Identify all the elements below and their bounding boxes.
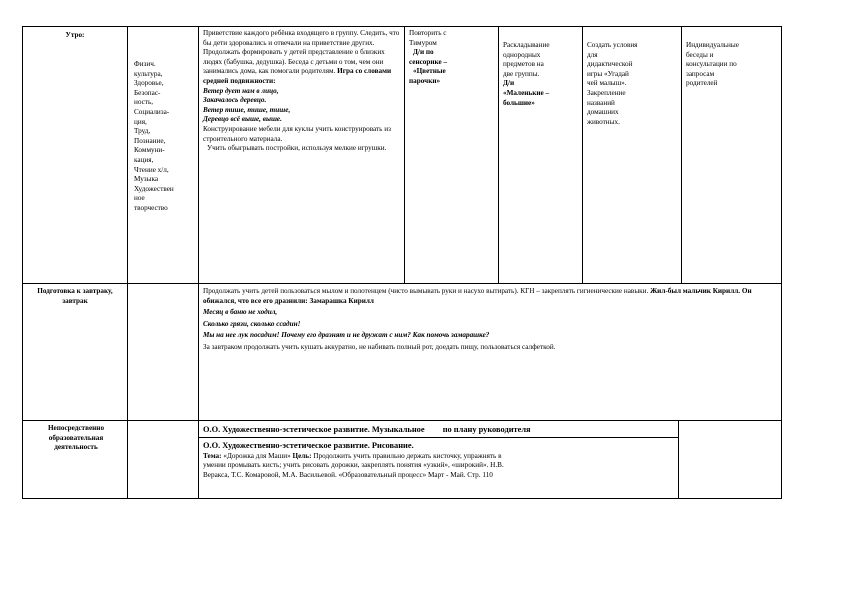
educational-areas-list: Физич. культура, Здоровье, Безопас- ность, Социализа- ция, Труд, Познание, Коммуни- кация, Чтение х/л, Музыка Художествен ное творчество bbox=[134, 60, 174, 212]
morning-individual-work: Повторить с Тимуром Д/и по сенсорике – «Цветные парочки» bbox=[409, 29, 448, 85]
morning-group-activities bbox=[203, 29, 401, 154]
activity-divider-top bbox=[198, 437, 678, 438]
breakfast-eating: За завтраком продолжать учить кушать аккуратно, не набивать полный рот, доедать пищу, пользоваться салфеткой. bbox=[203, 342, 556, 351]
drawing-title: О.О. Художественно-эстетическое развитие. Рисование. bbox=[203, 441, 414, 450]
col-divider-1 bbox=[127, 26, 128, 499]
breakfast-question: Мы на нее лук посадим! Почему его дразнят и не дружат с ним? Как помочь замарашке? bbox=[203, 331, 490, 340]
drawing-goals: умении промывать кисть; учить рисовать дорожки, закреплять понятия «узкий», «широкий». Н.В. bbox=[203, 461, 504, 470]
drawing-topic: Тема: «Дорожка для Маши» Цель: Продолжить учить правильно держать кисточку, упражнять в bbox=[203, 451, 502, 460]
breakfast-hygiene: Продолжать учить детей пользоваться мылом и полотенцем (чисто вымывать руки и насухо вытирать). КГН – закреплять гигиенические навыки. Жил-был мальчик Кирилл. Он обижался, что все его дразнили: Замарашка Кирилл bbox=[203, 287, 752, 305]
breakfast-poem-line: Месяц в баню не ходил, bbox=[203, 308, 278, 317]
breakfast-content bbox=[203, 287, 778, 353]
morning-independent-activity: Раскладывание однородных предметов на две группы. Д/и «Маленькие – большие» bbox=[503, 41, 550, 107]
play-paragraph: Учить обыгрывать постройки, используя мелкие игрушки. bbox=[207, 144, 387, 153]
row-divider-morning bbox=[22, 283, 782, 284]
morning-parents-work: Индивидуальные беседы и консультации по запросам родителей bbox=[686, 41, 739, 88]
family-paragraph: Продолжать формировать у детей представление о близких людях (бабушка, дедушка). Беседа с детьми о том, чем они занимались дома, как помогали родителям. Игра со словами средней подвижности: bbox=[203, 48, 392, 85]
poem-line: Закачалось деревцо. bbox=[203, 96, 267, 105]
drawing-activity bbox=[203, 441, 678, 480]
row-label-direct-activity: Непосредственно образовательная деятельность bbox=[47, 424, 105, 452]
col-divider-6 bbox=[681, 26, 682, 283]
greeting-paragraph: Приветствие каждого ребёнка входящего в группу. Следить, что бы дети здоровались и отвечали на приветствие других. bbox=[203, 29, 400, 47]
activity-divider-right bbox=[678, 420, 679, 499]
col-divider-2 bbox=[198, 26, 199, 499]
row-label-morning: Утро: bbox=[65, 31, 85, 39]
row-divider-breakfast bbox=[22, 420, 782, 421]
construction-paragraph: Конструирование мебели для куклы учить конструировать из строительного материала. bbox=[203, 124, 391, 143]
drawing-source: Веракса, Т.С. Комаровой, М.А. Васильевой. «Образовательный процесс» Март - Май. Стр. 110 bbox=[203, 470, 493, 479]
poem-line: Ветер дует нам в лицо, bbox=[203, 86, 279, 95]
music-activity: О.О. Художественно-эстетическое развитие. Музыкальное по плану руководителя bbox=[203, 425, 531, 434]
col-divider-3 bbox=[404, 26, 405, 283]
row-label-breakfast: Подготовка к завтраку, завтрак bbox=[37, 287, 113, 305]
poem-line: Ветер тише, тише, тише, bbox=[203, 105, 291, 114]
breakfast-poem-line: Сколько грязи, сколько ссадин! bbox=[203, 319, 301, 328]
morning-environment: Создать условия для дидактической игры «Угадай чей малыш». Закрепление названий домашних животных. bbox=[587, 41, 638, 126]
poem-line: Деревцо всё выше, выше. bbox=[203, 115, 282, 124]
